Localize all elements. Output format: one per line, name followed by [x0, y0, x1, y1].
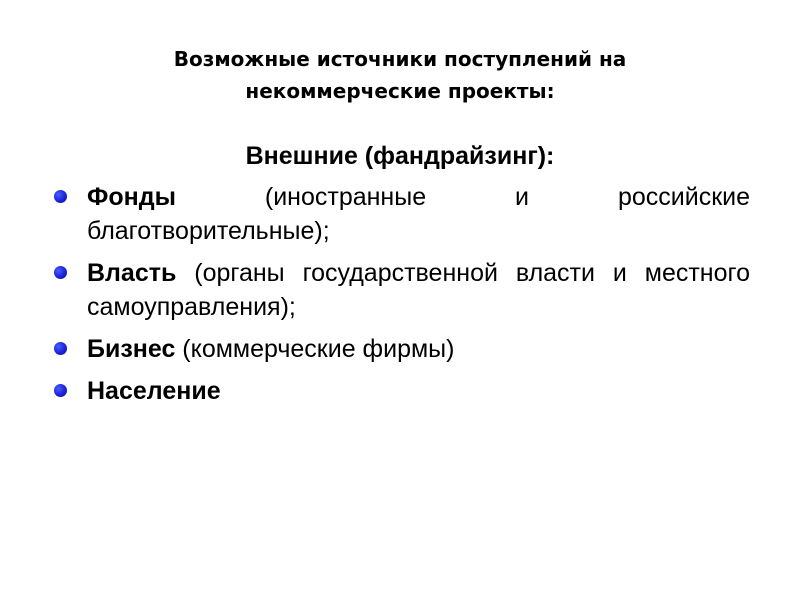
list-item-term: Бизнес [87, 335, 176, 363]
bullet-list [50, 180, 750, 416]
list-item-business [50, 332, 750, 366]
bullet-dot-icon [54, 342, 67, 355]
bullet-dot-icon [54, 384, 67, 397]
slide-title-line-1: Возможные источники поступлений на [173, 47, 627, 71]
list-item-term: Население [87, 377, 221, 405]
list-item-term: Фонды [87, 183, 176, 211]
list-item-funds [50, 180, 750, 248]
slide-title [60, 43, 740, 107]
bullet-dot-icon [54, 266, 67, 279]
list-item-detail: (коммерческие фирмы) [175, 335, 455, 363]
slide-title-line-2: некоммерческие проекты: [245, 79, 555, 103]
list-item-term: Власть [87, 259, 177, 287]
list-item-population [50, 374, 750, 408]
list-item-detail: (органы государственной власти и местного самоуправления); [87, 259, 750, 321]
subheading: Внешние (фандрайзинг): [245, 142, 555, 170]
list-item-government [50, 256, 750, 324]
list-item-detail: (иностранные и российские благотворительные); [87, 183, 750, 245]
bullet-dot-icon [54, 190, 67, 203]
